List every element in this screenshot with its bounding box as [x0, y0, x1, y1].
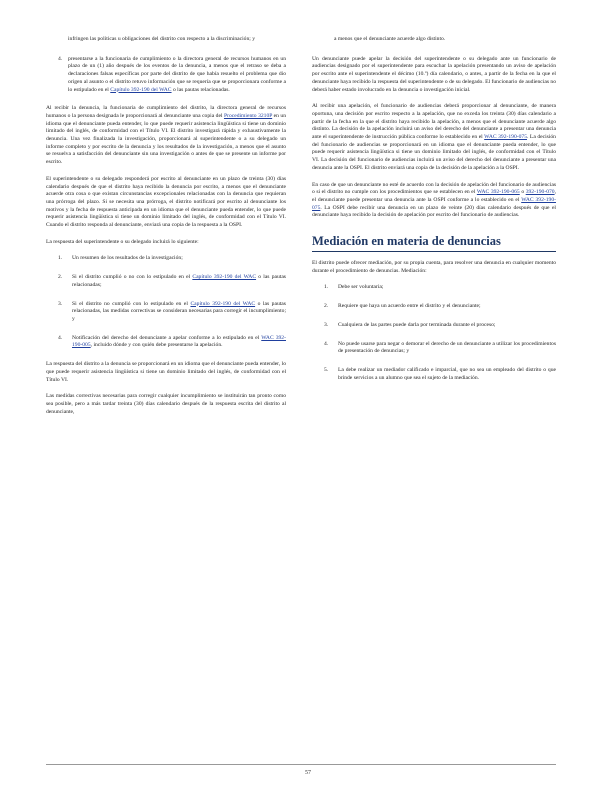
left-column — [46, 36, 286, 425]
wac-link[interactable]: WAC 392-190-065 — [476, 189, 520, 196]
list-item: 2. Si el distrito cumplió o no con lo estipulado en el Capítulo 392-190 del WAC o las pautas relacionadas; — [58, 274, 286, 288]
wac-link[interactable]: WAC 392-190-075 — [484, 134, 528, 141]
list-item: 4. Notificación del derecho del denunciante a apelar conforme a lo estipulado en el WAC 392-190-005, incluido dónde y con quién debe presentarse la apelación. — [58, 334, 286, 349]
list-item: 1. Debe ser voluntaria; — [324, 284, 384, 291]
paragraph: La respuesta del superintendente o su delegado incluirá lo siguiente: — [46, 238, 199, 245]
list-item: 2. Requiere que haya un acuerdo entre el distrito y el denunciante; — [324, 303, 481, 310]
wac-link[interactable]: Capítulo 392-190 del WAC — [110, 86, 172, 93]
list-item: 5. La debe realizar un mediador calificado e imparcial, que no sea un empleado del distrito o que brinde servicios a un alumno que sea el sujeto de la mediación. — [324, 366, 556, 381]
wac-link[interactable]: WAC 392-190-075 — [312, 196, 556, 211]
paragraph: El superintendente o su delegado responderá por escrito al denunciante en un plazo de treinta (30) días calendario después de que el distrito haya recibido la denuncia por escrito, a menos que el denunciante acuerde otra cosa o que existan circunstancias excepcionales relacionadas con la denuncia que requieran una prórroga del plazo. Si se necesita una prórroga, el distrito notificará por escrito al denunciante los motivos y la fecha de respuesta anticipada en un idioma que el denunciante pueda entender, lo que puede requerir asistencia lingüística si tiene un dominio limitado del inglés, de conformidad con el Título VI. Cuando el distrito responda al denunciante, enviará una copia de la respuesta a la OSPI. — [46, 175, 286, 229]
section-heading: Mediación en materia de denuncias — [312, 234, 501, 249]
footer-divider — [46, 764, 556, 765]
list-number: 1. — [324, 284, 329, 291]
list-number: 3. — [324, 321, 329, 328]
list-number: 4. — [58, 334, 63, 341]
paragraph: Las medidas correctivas necesarias para corregir cualquier incumplimiento se instituirán tan pronto como sea posible, pero a más tardar treinta (30) días calendario después de la respuesta escrita del distrito al denunciante, — [46, 393, 286, 415]
list-number: 4. — [58, 55, 63, 62]
paragraph: El distrito puede ofrecer mediación, por su propia cuenta, para resolver una denuncia en cualquier momento durante el procedimiento de denuncias. Mediación: — [312, 260, 556, 274]
wac-link[interactable]: 392-190-070 — [525, 189, 555, 196]
wac-link[interactable]: WAC 392-190-005 — [72, 334, 286, 349]
page-number: 57 — [305, 770, 311, 776]
list-number: 1. — [58, 255, 63, 262]
wac-link[interactable]: Capítulo 392-190 del WAC — [190, 300, 256, 307]
right-column — [312, 36, 556, 393]
list-number: 2. — [324, 303, 329, 310]
wac-link[interactable]: Capítulo 392-190 del WAC — [192, 274, 257, 281]
continued-text: infringen las políticas u obligaciones del distrito con respecto a la discriminación; y — [68, 36, 256, 42]
list-number: 2. — [58, 274, 63, 281]
list-number: 3. — [58, 300, 63, 307]
procedure-link[interactable]: Procedimiento 3210P — [223, 112, 273, 119]
list-number: 5. — [324, 366, 329, 373]
paragraph: Un denunciante puede apelar la decisión del superintendente o su delegado ante un funcionario de audiencias designado por el superintendente para escuchar la apelación presentando un aviso de apelación por escrito ante el superintendente el décimo (10.º) día calendario, o antes, a partir de la fecha en la que el denunciante haya recibido la respuesta del superintendente o de su delegado. El funcionario de audiencias no deberá haber estado involucrado en la denuncia o investigación inicial. — [312, 55, 556, 93]
paragraph: Al recibir la denuncia, la funcionaria de cumplimiento del distrito, la directora general de recursos humanos o la persona designada le proporcionará al denunciante una copia del Procedimiento 3210P en un idioma que el denunciante pueda entender, lo que puede requerir asistencia lingüística si tiene un dominio limitado del inglés, de conformidad con el Título VI. El distrito investigará rápida y exhaustivamente la denuncia. Una vez finalizada la investigación, proporcionará al superintendente o a su delegado un informe completo y por escrito de la denuncia y los resultados de la investigación, a menos que el asunto se resuelva a satisfacción del denunciante sin una investigación o antes de que se presente un informe por escrito. — [46, 105, 286, 166]
list-item: 1. Un resumen de los resultados de la investigación; — [58, 255, 183, 262]
list-item: 3. Si el distrito no cumplió con lo estipulado en el Capítulo 392-190 del WAC o las pautas relacionadas, las medidas correctivas se consideran necesarias para corregir el incumplimiento; y — [58, 300, 286, 322]
heading-rule — [312, 251, 556, 252]
paragraph: La respuesta del distrito a la denuncia se proporcionará en un idioma que el denunciante pueda entender, lo que puede requerir asistencia lingüística si tiene un dominio limitado del inglés, de conformidad con el Título VI. — [46, 361, 286, 383]
paragraph: En caso de que un denunciante no esté de acuerdo con la decisión de apelación del funcionario de audiencias o si el distrito no cumple con los procedimientos que se establecen en el WAC 392-190-065 o 392-190-070, el denunciante puede presentar una denuncia ante la OSPI conforme a lo establecido en el WAC 392-190-075. La OSPI debe recibir una denuncia en un plazo de veinte (20) días calendario después de que el denunciante haya recibido la decisión de apelación por escrito del funcionario de audiencias. — [312, 181, 556, 219]
list-item: 4. presentarse a la funcionaria de cumplimiento o la directora general de recursos humanos en un plazo de un (1) año después de los eventos de la denuncia, a menos que el retraso se deba a declaraciones falsas específicas por parte del distrito de que había resuelto el problema que dio origen al asunto o el distrito retuvo información que se requería que se proporcionara conforme a lo estipulado en el Capítulo 392-190 del WAC o las pautas relacionadas. — [58, 55, 286, 93]
continued-text: a menos que el denunciante acuerde algo distinto. — [334, 36, 446, 42]
paragraph: Al recibir una apelación, el funcionario de audiencias deberá proporcionar al denunciante, de manera oportuna, una decisión por escrito respecto a la apelación, que no exceda los treinta (30) días calendario a partir de la fecha en la que el distrito haya recibido la apelación, a menos que el denunciante acuerde algo distinto. La decisión de la apelación incluirá un aviso del derecho del denunciante a presentar una denuncia ante el superintendente de instrucción pública conforme lo establecido en el WAC 392-190-075. La decisión del funcionario de audiencias se proporcionará en un idioma que el denunciante pueda entender, lo que puede requerir asistencia lingüística si tiene un dominio limitado del inglés, de conformidad con el Título VI. La decisión del funcionario de audiencias incluirá un aviso del derecho del denunciante a presentar una denuncia ante la OSPI. El distrito enviará una copia de la decisión de la apelación a la OSPI. — [312, 103, 556, 171]
list-number: 4. — [324, 340, 329, 347]
list-item: 4. No puede usarse para negar o demorar el derecho de un denunciante a utilizar los procedimientos de presentación de denuncias; y — [324, 340, 556, 355]
list-item: 3. Cualquiera de las partes puede darla por terminada durante el proceso; — [324, 321, 496, 328]
